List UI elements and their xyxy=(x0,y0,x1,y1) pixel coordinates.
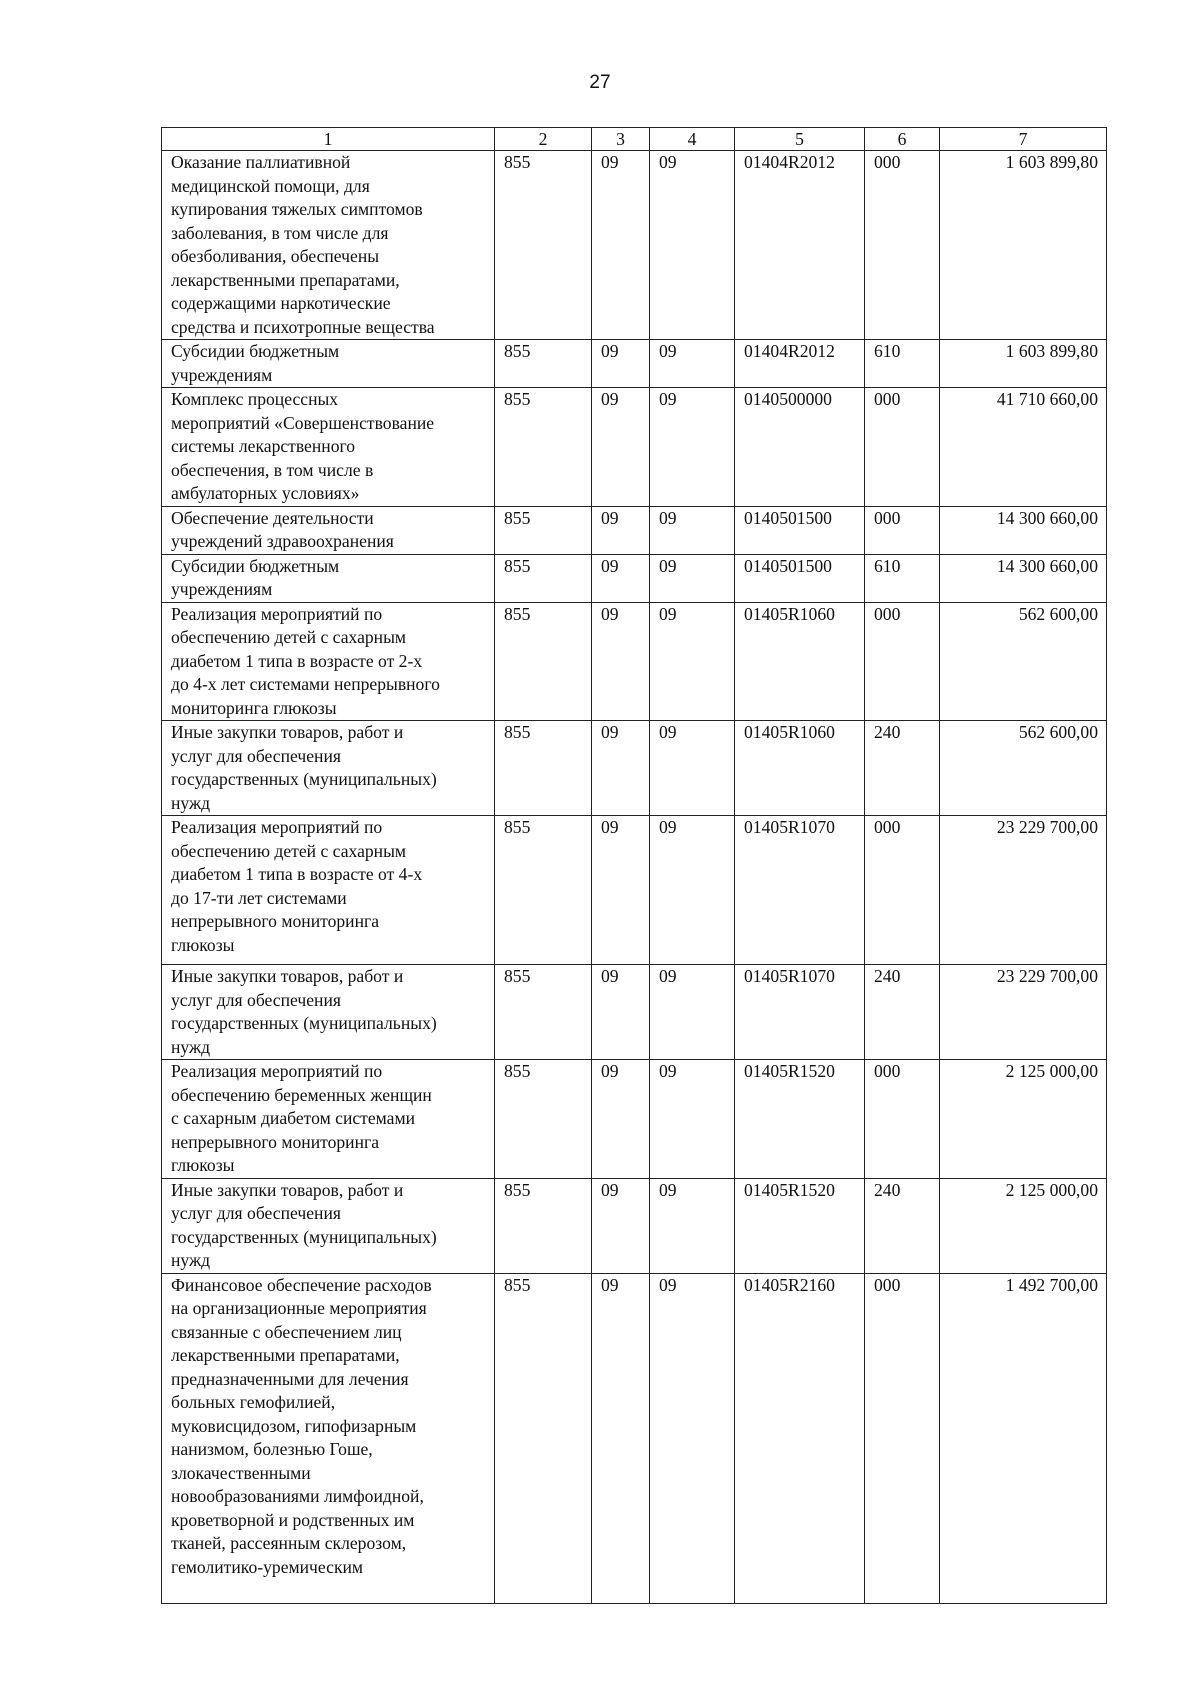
header-cell: 3 xyxy=(592,128,650,151)
section-code-cell: 09 xyxy=(592,965,650,1060)
expense-type-cell: 000 xyxy=(865,388,940,507)
table-row xyxy=(162,340,1107,388)
table-row xyxy=(162,602,1107,721)
row-name-cell: Субсидии бюджетным учреждениям xyxy=(162,554,495,602)
expense-type-cell: 000 xyxy=(865,1060,940,1179)
row-name-cell: Реализация мероприятий по обеспечению детей с сахарным диабетом 1 типа в возрасте от 2-х до 4-х лет системами непрерывного мониторинга глюкозы xyxy=(162,602,495,721)
table-row xyxy=(162,965,1107,1060)
row-name-cell: Субсидии бюджетным учреждениям xyxy=(162,340,495,388)
subsection-code-cell: 09 xyxy=(650,506,735,554)
amount-cell: 562 600,00 xyxy=(940,721,1107,816)
table-row xyxy=(162,1178,1107,1273)
expense-type-cell: 610 xyxy=(865,554,940,602)
amount-cell: 14 300 660,00 xyxy=(940,506,1107,554)
target-article-cell: 0140501500 xyxy=(735,554,865,602)
row-name-cell: Реализация мероприятий по обеспечению детей с сахарным диабетом 1 типа в возрасте от 4-х до 17-ти лет системами непрерывного мониторинга глюкозы xyxy=(162,816,495,965)
table-row xyxy=(162,1273,1107,1604)
amount-cell: 1 603 899,80 xyxy=(940,340,1107,388)
ministry-code-cell: 855 xyxy=(495,1060,592,1179)
table-row xyxy=(162,151,1107,340)
table-row xyxy=(162,816,1107,965)
subsection-code-cell: 09 xyxy=(650,388,735,507)
section-code-cell: 09 xyxy=(592,151,650,340)
section-code-cell: 09 xyxy=(592,602,650,721)
header-cell: 2 xyxy=(495,128,592,151)
page-number: 27 xyxy=(589,72,611,93)
ministry-code-cell: 855 xyxy=(495,1178,592,1273)
section-code-cell: 09 xyxy=(592,1273,650,1604)
ministry-code-cell: 855 xyxy=(495,1273,592,1604)
expense-type-cell: 240 xyxy=(865,1178,940,1273)
header-cell: 7 xyxy=(940,128,1107,151)
subsection-code-cell: 09 xyxy=(650,151,735,340)
subsection-code-cell: 09 xyxy=(650,721,735,816)
table-row xyxy=(162,506,1107,554)
section-code-cell: 09 xyxy=(592,506,650,554)
target-article-cell: 01405R1520 xyxy=(735,1178,865,1273)
expense-type-cell: 000 xyxy=(865,151,940,340)
amount-cell: 23 229 700,00 xyxy=(940,816,1107,965)
expense-type-cell: 000 xyxy=(865,816,940,965)
expense-type-cell: 000 xyxy=(865,602,940,721)
target-article-cell: 01405R1060 xyxy=(735,602,865,721)
target-article-cell: 01405R1060 xyxy=(735,721,865,816)
amount-cell: 23 229 700,00 xyxy=(940,965,1107,1060)
subsection-code-cell: 09 xyxy=(650,1273,735,1604)
section-code-cell: 09 xyxy=(592,340,650,388)
target-article-cell: 01404R2012 xyxy=(735,151,865,340)
amount-cell: 562 600,00 xyxy=(940,602,1107,721)
target-article-cell: 01405R2160 xyxy=(735,1273,865,1604)
section-code-cell: 09 xyxy=(592,1060,650,1179)
expense-type-cell: 000 xyxy=(865,506,940,554)
subsection-code-cell: 09 xyxy=(650,816,735,965)
subsection-code-cell: 09 xyxy=(650,602,735,721)
ministry-code-cell: 855 xyxy=(495,340,592,388)
target-article-cell: 01405R1520 xyxy=(735,1060,865,1179)
amount-cell: 14 300 660,00 xyxy=(940,554,1107,602)
subsection-code-cell: 09 xyxy=(650,1178,735,1273)
row-name-cell: Реализация мероприятий по обеспечению беременных женщин с сахарным диабетом системами непрерывного мониторинга глюкозы xyxy=(162,1060,495,1179)
row-name-cell: Иные закупки товаров, работ и услуг для обеспечения государственных (муниципальных) нужд xyxy=(162,1178,495,1273)
expense-type-cell: 000 xyxy=(865,1273,940,1604)
ministry-code-cell: 855 xyxy=(495,721,592,816)
expense-type-cell: 240 xyxy=(865,721,940,816)
target-article-cell: 0140500000 xyxy=(735,388,865,507)
table-row xyxy=(162,1060,1107,1179)
amount-cell: 1 603 899,80 xyxy=(940,151,1107,340)
header-cell: 4 xyxy=(650,128,735,151)
expense-type-cell: 240 xyxy=(865,965,940,1060)
ministry-code-cell: 855 xyxy=(495,388,592,507)
section-code-cell: 09 xyxy=(592,721,650,816)
row-name-cell: Обеспечение деятельности учреждений здравоохранения xyxy=(162,506,495,554)
ministry-code-cell: 855 xyxy=(495,602,592,721)
header-cell: 6 xyxy=(865,128,940,151)
amount-cell: 1 492 700,00 xyxy=(940,1273,1107,1604)
row-name-cell: Иные закупки товаров, работ и услуг для обеспечения государственных (муниципальных) нужд xyxy=(162,965,495,1060)
ministry-code-cell: 855 xyxy=(495,506,592,554)
target-article-cell: 01404R2012 xyxy=(735,340,865,388)
ministry-code-cell: 855 xyxy=(495,554,592,602)
amount-cell: 41 710 660,00 xyxy=(940,388,1107,507)
target-article-cell: 01405R1070 xyxy=(735,816,865,965)
section-code-cell: 09 xyxy=(592,554,650,602)
section-code-cell: 09 xyxy=(592,388,650,507)
ministry-code-cell: 855 xyxy=(495,816,592,965)
table-row xyxy=(162,388,1107,507)
target-article-cell: 01405R1070 xyxy=(735,965,865,1060)
amount-cell: 2 125 000,00 xyxy=(940,1178,1107,1273)
budget-table xyxy=(161,127,1107,1604)
table-header-row xyxy=(162,128,1107,151)
table-row xyxy=(162,554,1107,602)
row-name-cell: Комплекс процессных мероприятий «Совершенствование системы лекарственного обеспечения, в том числе в амбулаторных условиях» xyxy=(162,388,495,507)
subsection-code-cell: 09 xyxy=(650,1060,735,1179)
ministry-code-cell: 855 xyxy=(495,151,592,340)
header-cell: 1 xyxy=(162,128,495,151)
section-code-cell: 09 xyxy=(592,1178,650,1273)
subsection-code-cell: 09 xyxy=(650,965,735,1060)
ministry-code-cell: 855 xyxy=(495,965,592,1060)
row-name-cell: Оказание паллиативной медицинской помощи, для купирования тяжелых симптомов заболевания, в том числе для обезболивания, обеспечены лекарственными препаратами, содержащими наркотические средства и психотропные вещества xyxy=(162,151,495,340)
expense-type-cell: 610 xyxy=(865,340,940,388)
table-row xyxy=(162,721,1107,816)
subsection-code-cell: 09 xyxy=(650,554,735,602)
row-name-cell: Финансовое обеспечение расходов на организационные мероприятия связанные с обеспечением лиц лекарственными препаратами, предназначенными для лечения больных гемофилией, муковисцидозом, гипофизарным нанизмом, болезнью Гоше, злокачественными новообразованиями лимфоидной, кроветворной и родственных им тканей, рассеянным склерозом, гемолитико-уремическим xyxy=(162,1273,495,1604)
amount-cell: 2 125 000,00 xyxy=(940,1060,1107,1179)
section-code-cell: 09 xyxy=(592,816,650,965)
row-name-cell: Иные закупки товаров, работ и услуг для обеспечения государственных (муниципальных) нужд xyxy=(162,721,495,816)
header-cell: 5 xyxy=(735,128,865,151)
subsection-code-cell: 09 xyxy=(650,340,735,388)
target-article-cell: 0140501500 xyxy=(735,506,865,554)
